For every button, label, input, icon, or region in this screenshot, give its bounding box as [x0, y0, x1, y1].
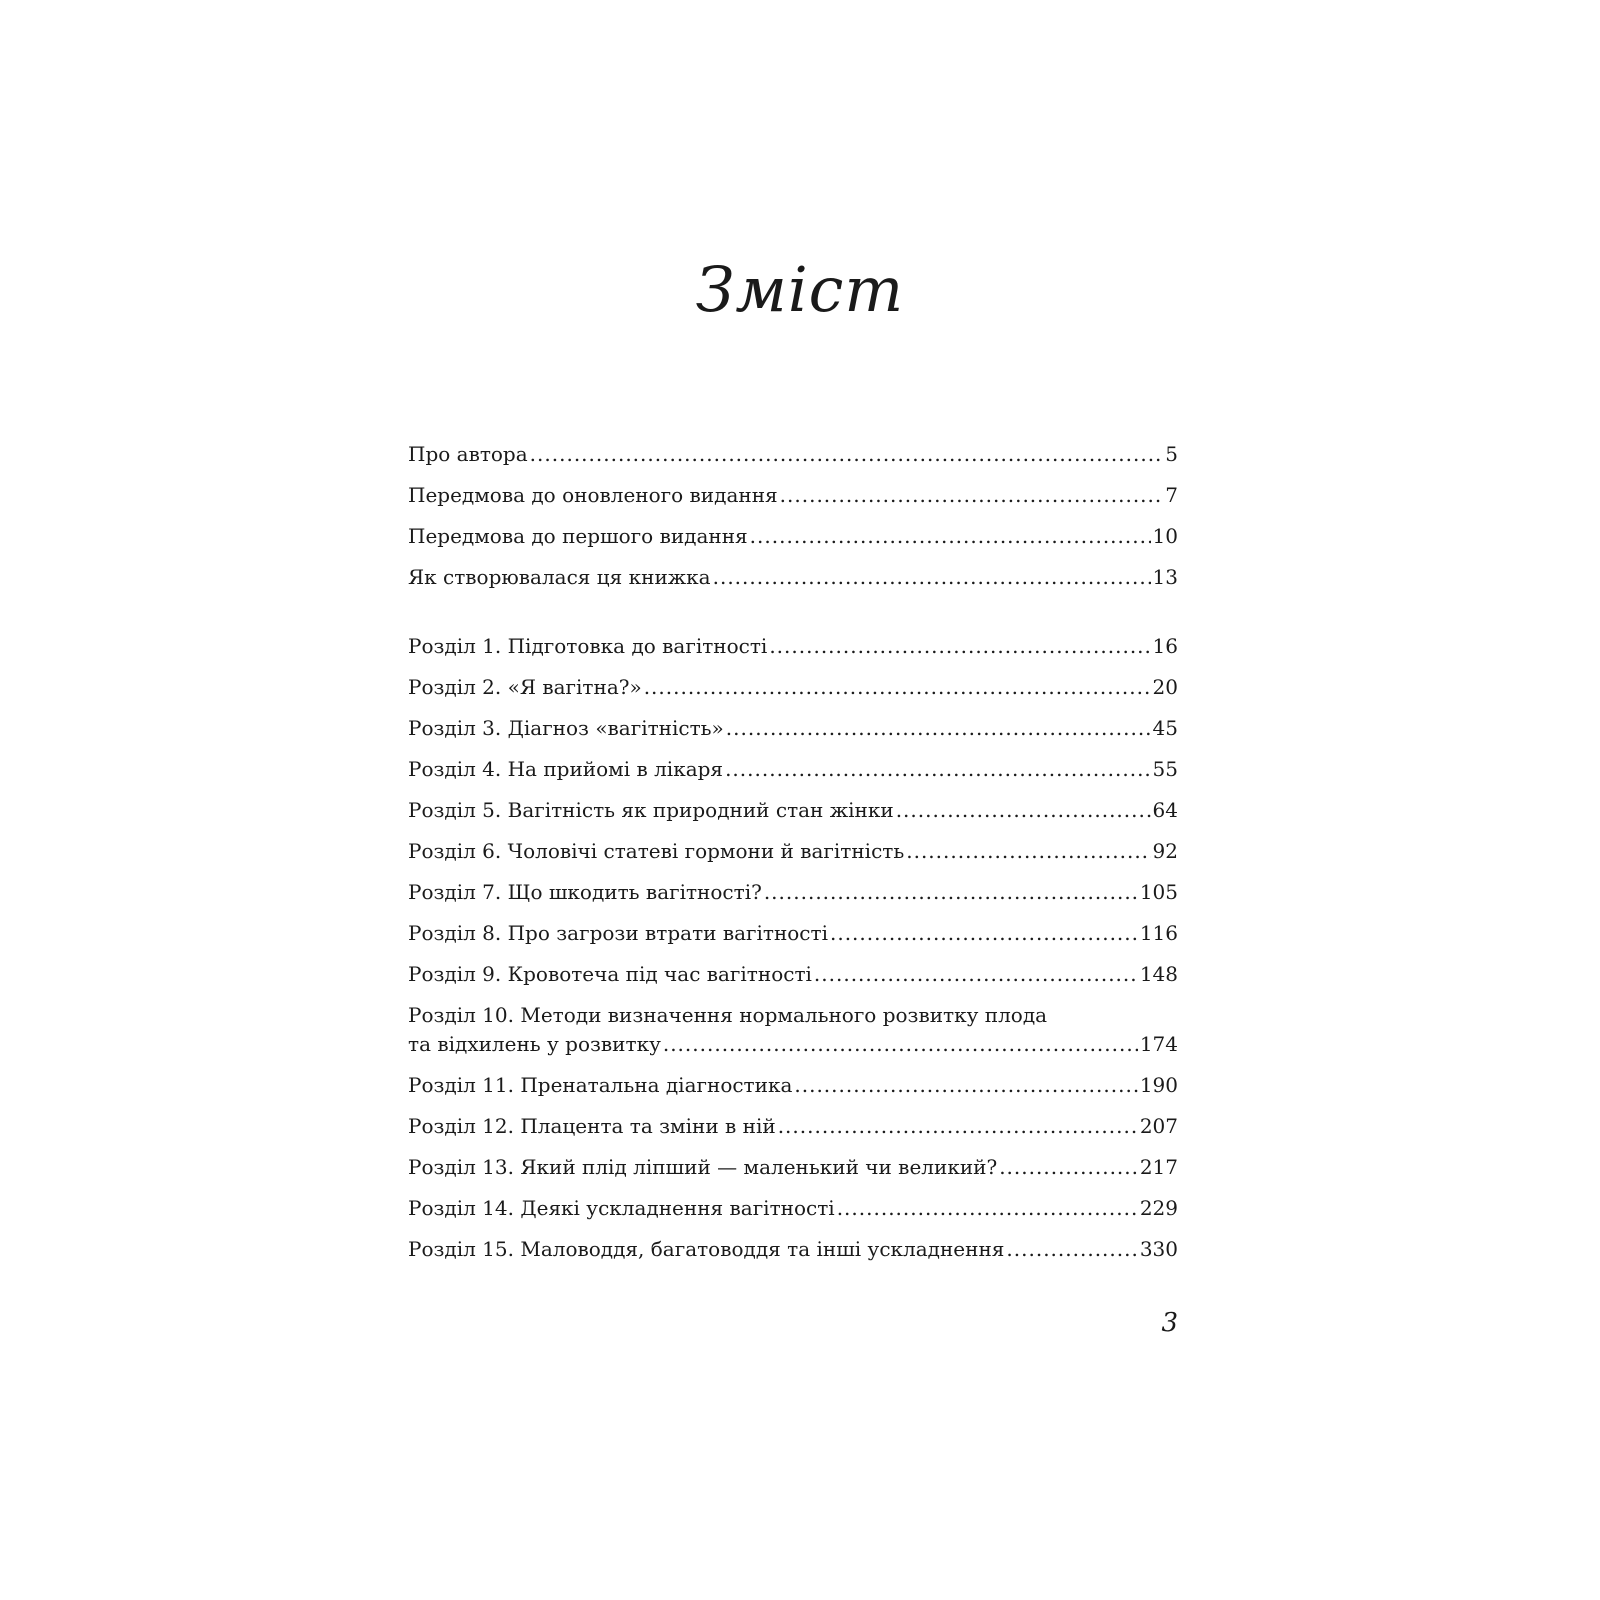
toc-entry-chapter-5[interactable] — [408, 796, 1178, 825]
toc-entry-page: 105 — [1139, 880, 1178, 904]
dot-leader — [725, 755, 1150, 784]
toc-entry-page: 330 — [1139, 1237, 1178, 1261]
toc-entry-chapter-8[interactable] — [408, 919, 1178, 948]
table-of-contents — [408, 440, 1178, 1276]
dot-leader — [896, 796, 1151, 825]
toc-entry-chapter-12[interactable] — [408, 1112, 1178, 1141]
dot-leader — [713, 563, 1151, 592]
toc-entry-chapter-2[interactable] — [408, 673, 1178, 702]
toc-entry-page: 7 — [1165, 483, 1178, 507]
toc-entry-page: 190 — [1139, 1073, 1178, 1097]
dot-leader — [778, 1112, 1138, 1141]
toc-entry-label: Розділ 14. Деякі ускладнення вагітності — [408, 1196, 835, 1220]
toc-entry-label: Розділ 8. Про загрози втрати вагітності — [408, 921, 828, 945]
toc-entry-page: 45 — [1152, 716, 1178, 740]
toc-entry[interactable] — [408, 481, 1178, 510]
toc-entry-chapter-4[interactable] — [408, 755, 1178, 784]
toc-entry-chapter-11[interactable] — [408, 1071, 1178, 1100]
dot-leader — [530, 440, 1164, 469]
toc-entry-page: 217 — [1139, 1155, 1178, 1179]
toc-entry-label: Як створювалася ця книжка — [408, 565, 711, 589]
toc-entry[interactable] — [408, 440, 1178, 469]
toc-entry-page: 16 — [1152, 634, 1178, 658]
toc-entry-label: Передмова до оновленого видання — [408, 483, 778, 507]
toc-entry-page: 92 — [1152, 839, 1178, 863]
toc-entry[interactable] — [408, 522, 1178, 551]
toc-entry-label: Розділ 5. Вагітність як природний стан жінки — [408, 798, 894, 822]
toc-entry-page: 10 — [1152, 524, 1178, 548]
toc-entry-label: Про автора — [408, 442, 528, 466]
page-title: Зміст — [695, 253, 905, 326]
dot-leader — [906, 837, 1150, 866]
toc-entry-label: Розділ 11. Пренатальна діагностика — [408, 1073, 793, 1097]
toc-entry-chapter-7[interactable] — [408, 878, 1178, 907]
dot-leader — [1006, 1235, 1137, 1264]
toc-entry-page: 55 — [1152, 757, 1178, 781]
front-matter-list — [408, 440, 1178, 592]
dot-leader — [814, 960, 1138, 989]
toc-entry-chapter-15[interactable] — [408, 1235, 1178, 1264]
page-number: 3 — [1161, 1308, 1178, 1338]
toc-entry-page: 116 — [1139, 921, 1178, 945]
toc-entry-page: 207 — [1139, 1114, 1178, 1138]
dot-leader — [837, 1194, 1138, 1223]
toc-entry-label: Розділ 3. Діагноз «вагітність» — [408, 716, 724, 740]
toc-entry-label: Розділ 4. На прийомі в лікаря — [408, 757, 724, 781]
toc-entry-label-line1: Розділ 10. Методи визначення нормального розвитку плода — [408, 1003, 1048, 1027]
dot-leader — [726, 714, 1151, 743]
toc-entry-label: Розділ 12. Плацента та зміни в ній — [408, 1114, 776, 1138]
toc-entry-label: Передмова до першого видання — [408, 524, 748, 548]
dot-leader — [750, 522, 1151, 551]
dot-leader — [764, 878, 1138, 907]
toc-entry-chapter-10[interactable] — [408, 1001, 1178, 1059]
toc-entry-page: 20 — [1152, 675, 1178, 699]
dot-leader — [769, 632, 1150, 661]
dot-leader — [663, 1030, 1138, 1059]
toc-entry-page: 174 — [1139, 1032, 1178, 1056]
toc-entry-page: 64 — [1152, 798, 1178, 822]
chapters-list — [408, 632, 1178, 1264]
dot-leader — [999, 1153, 1138, 1182]
toc-entry-label: Розділ 15. Маловоддя, багатоводдя та інші ускладнення — [408, 1237, 1005, 1261]
toc-entry-page: 229 — [1139, 1196, 1178, 1220]
toc-entry-label: Розділ 13. Який плід ліпший — маленький чи великий? — [408, 1155, 998, 1179]
dot-leader — [794, 1071, 1137, 1100]
toc-entry-chapter-9[interactable] — [408, 960, 1178, 989]
toc-entry-chapter-3[interactable] — [408, 714, 1178, 743]
toc-entry-chapter-1[interactable] — [408, 632, 1178, 661]
toc-entry-label: та відхилень у розвитку — [408, 1032, 661, 1056]
toc-entry-chapter-6[interactable] — [408, 837, 1178, 866]
toc-entry-label: Розділ 2. «Я вагітна?» — [408, 675, 642, 699]
toc-entry-label: Розділ 9. Кровотеча під час вагітності — [408, 962, 812, 986]
toc-entry-page: 13 — [1152, 565, 1178, 589]
dot-leader — [830, 919, 1138, 948]
toc-entry-label: Розділ 6. Чоловічі статеві гормони й вагітність — [408, 839, 905, 863]
toc-entry-chapter-13[interactable] — [408, 1153, 1178, 1182]
toc-entry[interactable] — [408, 563, 1178, 592]
dot-leader — [644, 673, 1151, 702]
toc-entry-page: 148 — [1139, 962, 1178, 986]
toc-entry-label: Розділ 7. Що шкодить вагітності? — [408, 880, 762, 904]
dot-leader — [780, 481, 1164, 510]
toc-entry-label: Розділ 1. Підготовка до вагітності — [408, 634, 768, 658]
toc-entry-chapter-14[interactable] — [408, 1194, 1178, 1223]
toc-entry-page: 5 — [1165, 442, 1178, 466]
